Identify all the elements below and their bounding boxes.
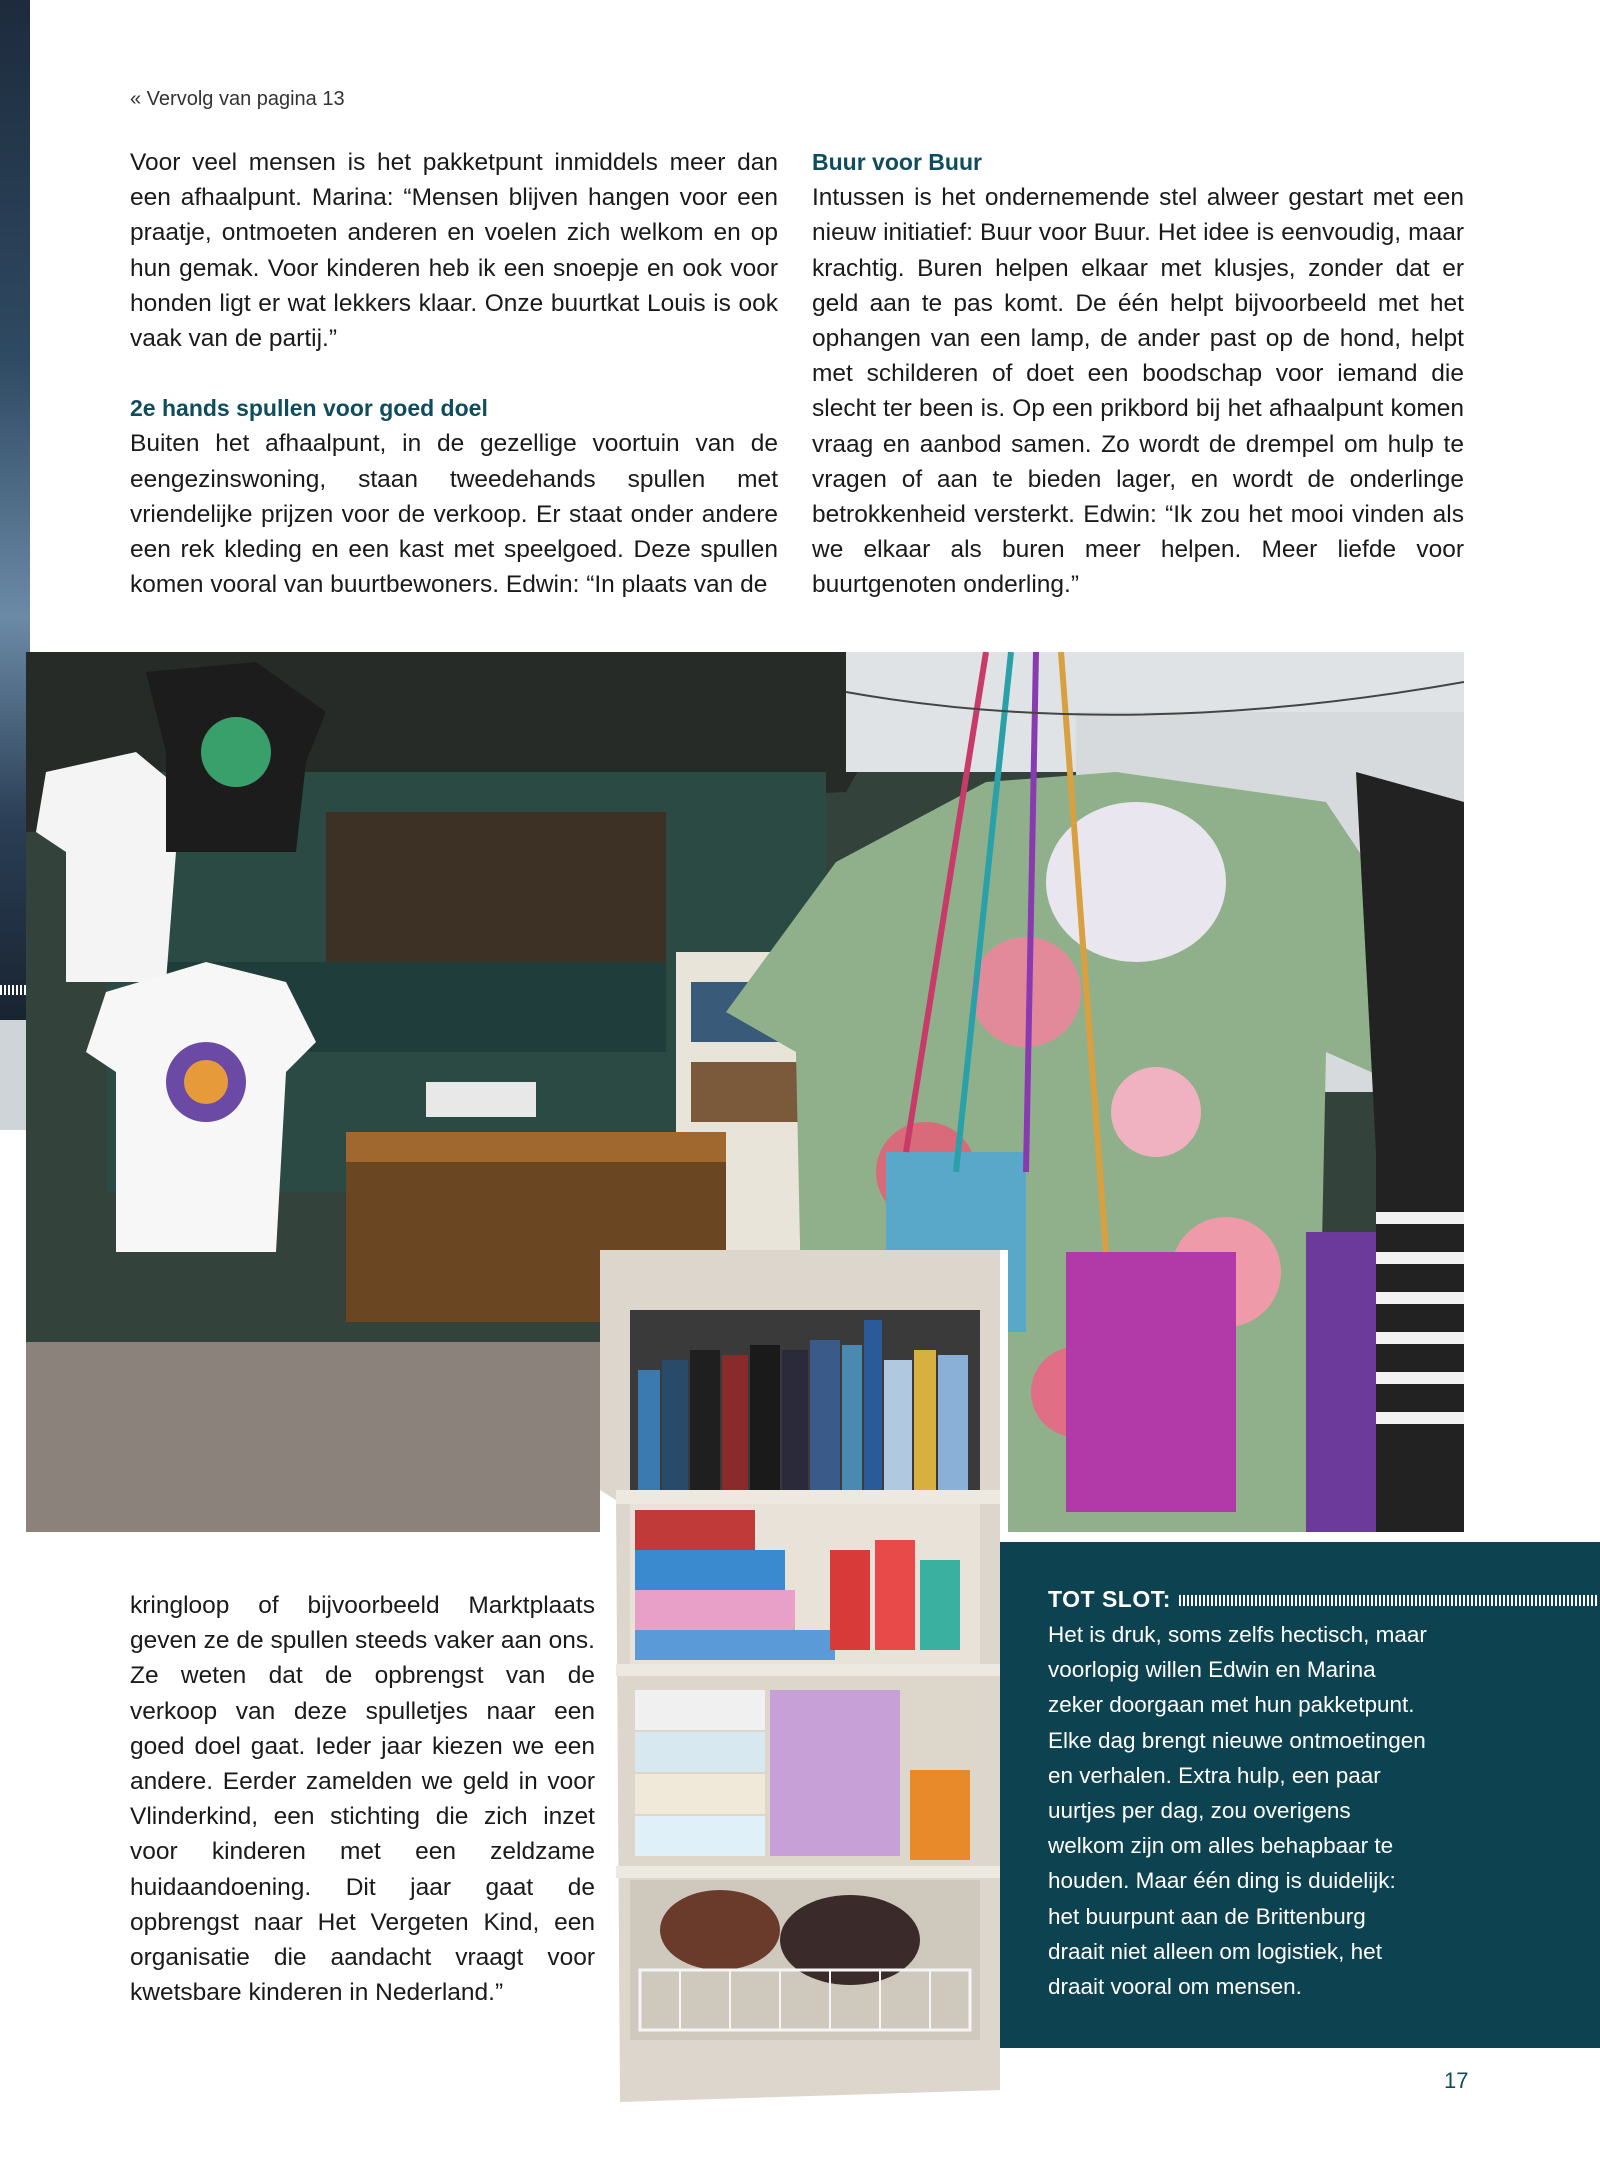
section-heading: Buur voor Buur <box>812 149 982 175</box>
right-column-top <box>812 145 1464 603</box>
bookcase-photo <box>600 1250 1008 2102</box>
section-heading: 2e hands spullen voor goed doel <box>130 395 488 422</box>
paragraph: kringloop of bijvoorbeeld Marktplaats geven ze de spullen steeds vaker aan ons. Ze weten dat de opbrengst van de verkoop van deze spulletjes naar een goed doel gaat. Ieder jaar kiezen we een andere. Eerder zamelden we geld in voor Vlinderkind, een stichting die zich inzet voor kinderen met een zeldzame huidaandoening. Dit jaar gaat de opbrengst naar Het Vergeten Kind, een organisatie die aandacht vraagt voor kwetsbare kinderen in Nederland.” <box>130 1592 595 2007</box>
tot-slot-title <box>1048 1586 1428 1613</box>
tot-slot-text: Het is druk, soms zelfs hectisch, maar voorlopig willen Edwin en Marina zeker doorgaan met hun pakketpunt. Elke dag brengt nieuwe ontmoetingen en verhalen. Extra hulp, een paar uurtjes per dag, zou overigens welkom zijn om alles behapbaar te houden. Maar één ding is duidelijk: het buurpunt aan de Brittenburg draait niet alleen om logistiek, het draait vooral om mensen. <box>1048 1622 1427 2000</box>
paragraph: Voor veel mensen is het pakketpunt inmiddels meer dan een afhaalpunt. Marina: “Mensen blijven hangen voor een praatje, ontmoeten anderen en voelen zich welkom en op hun gemak. Voor kinderen heb ik een snoepje en ook voor honden ligt er wat lekkers klaar. Onze buurtkat Louis is ook vaak van de partij.” <box>130 149 778 353</box>
tot-slot-box <box>1000 1542 1600 2048</box>
decorative-dashes <box>1179 1595 1599 1606</box>
left-column-bottom <box>130 1588 595 2010</box>
paragraph: Intussen is het ondernemende stel alweer gestart met een nieuw initiatief: Buur voor Buur. Het idee is eenvoudig, maar krachtig. Buren helpen elkaar met klusjes, zonder dat er geld aan te pas komt. De één helpt bijvoorbeeld met het ophangen van een lamp, de ander past op de hond, helpt met schilderen of doet een boodschap voor iemand die slecht ter been is. Op een prikbord bij het afhaalpunt komen vraag en aanbod samen. Zo wordt de drempel om hulp te vragen of aan te bieden lager, en wordt de onderlinge betrokkenheid versterkt. Edwin: “Ik zou het mooi vinden als we elkaar als buren meer helpen. Meer liefde voor buurtgenoten onderling.” <box>812 184 1464 599</box>
running-head: « Vervolg van pagina 13 <box>130 88 345 110</box>
page-number: 17 <box>1444 2068 1469 2093</box>
paragraph: Buiten het afhaalpunt, in de gezellige voortuin van de eengezinswoning, staan tweedehands spullen met vriendelijke prijzen voor de verkoop. Er staat onder andere een rek kleding en een kast met speelgoed. Deze spullen komen vooral van buurtbewoners. Edwin: “In plaats van de <box>130 430 778 599</box>
tot-slot-title-text: TOT SLOT: <box>1048 1586 1171 1612</box>
left-column-top <box>130 145 778 602</box>
bookcase-illustration <box>600 1250 1008 2102</box>
